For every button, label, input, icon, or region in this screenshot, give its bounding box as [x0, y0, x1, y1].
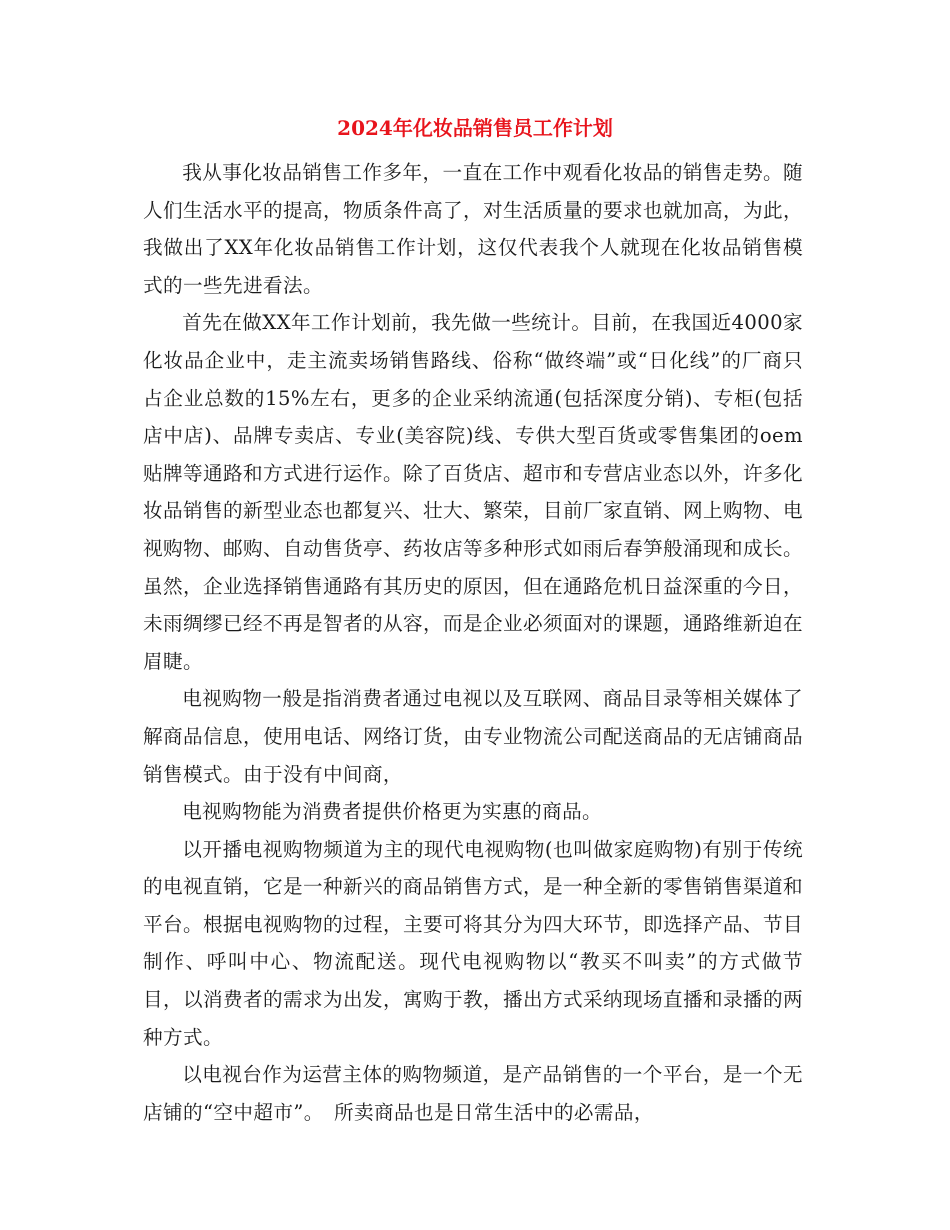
document-title: 2024年化妆品销售员工作计划	[337, 116, 613, 140]
paragraph: 我从事化妆品销售工作多年，一直在工作中观看化妆品的销售走势。随人们生活水平的提高，物质条件高了，对生活质量的要求也就加高，为此，我做出了XX年化妆品销售工作计划，这仅代表我个人就现在化妆品销售模式的一些先进看法。	[143, 161, 803, 297]
paragraph: 首先在做XX年工作计划前，我先做一些统计。目前，在我国近4000家化妆品企业中，走主流卖场销售路线、俗称“做终端”或“日化线”的厂商只占企业总数的15%左右，更多的企业采纳流通(包括深度分销)、专柜(包括店中店)、品牌专卖店、专业(美容院)线、专供大型百货或零售集团的oem贴牌等通路和方式进行运作。除了百货店、超市和专营店业态以外，许多化妆品销售的新型业态也都复兴、壮大、繁荣，目前厂家直销、网上购物、电视购物、邮购、自动售货亭、药妆店等多种形式如雨后春笋般涌现和成长。虽然，企业选择销售通路有其历史的原因，但在通路危机日益深重的今日，未雨绸缪已经不再是智者的从容，而是企业必须面对的课题，通路维新迫在眉睫。	[143, 311, 803, 673]
paragraph: 电视购物一般是指消费者通过电视以及互联网、商品目录等相关媒体了解商品信息，使用电话、网络订货，由专业物流公司配送商品的无店铺商品销售模式。由于没有中间商，	[143, 687, 803, 786]
document-body	[143, 154, 803, 1131]
paragraph: 以开播电视购物频道为主的现代电视购物(也叫做家庭购物)有别于传统的电视直销，它是一种新兴的商品销售方式，是一种全新的零售销售渠道和平台。根据电视购物的过程，主要可将其分为四大环节，即选择产品、节目制作、呼叫中心、物流配送。现代电视购物以“教买不叫卖”的方式做节目，以消费者的需求为出发，寓购于教，播出方式采纳现场直播和录播的两种方式。	[143, 837, 803, 1049]
paragraph: 电视购物能为消费者提供价格更为实惠的商品。	[182, 800, 603, 824]
paragraph: 以电视台作为运营主体的购物频道，是产品销售的一个平台，是一个无店铺的“空中超市”。 所卖商品也是日常生活中的必需品，	[143, 1063, 803, 1124]
